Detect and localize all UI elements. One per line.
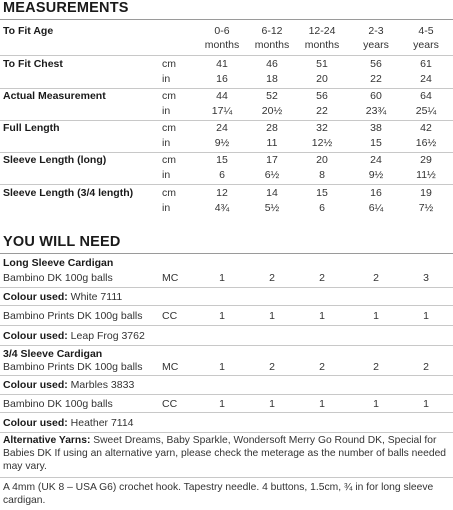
ball-count: 1 <box>373 398 379 410</box>
age-unit: months <box>304 39 340 51</box>
value-cm: 38 <box>370 122 382 134</box>
value-cm: 14 <box>266 187 278 199</box>
value-cm: 52 <box>266 90 278 102</box>
value-in: 11 <box>266 137 278 149</box>
ball-count: 1 <box>219 310 225 322</box>
value-in: 22 <box>370 73 382 85</box>
measurement-label: To Fit Chest <box>3 58 63 70</box>
divider <box>0 394 453 395</box>
value-cm: 29 <box>420 154 432 166</box>
value-in: 8 <box>319 169 325 181</box>
unit-in: in <box>162 202 171 214</box>
unit-cm: cm <box>162 90 176 102</box>
unit-in: in <box>162 137 171 149</box>
ball-count: 1 <box>319 398 325 410</box>
value-in: 9½ <box>368 169 384 181</box>
ball-count: 1 <box>423 310 429 322</box>
divider <box>0 325 453 326</box>
divider <box>0 432 453 433</box>
value-cm: 64 <box>420 90 432 102</box>
ball-count: 2 <box>269 272 275 284</box>
age-unit: years <box>413 39 439 51</box>
ball-count: 1 <box>219 398 225 410</box>
yarn-name: Bambino Prints DK 100g balls <box>3 361 143 373</box>
colour-used-value: Heather 7114 <box>70 417 134 429</box>
alternative-yarns-label: Alternative Yarns: <box>3 435 91 446</box>
divider <box>0 345 453 346</box>
age-range: 2-3 <box>368 25 384 37</box>
value-cm: 44 <box>216 90 228 102</box>
value-cm: 19 <box>420 187 432 199</box>
unit-cm: cm <box>162 187 176 199</box>
divider <box>0 477 453 478</box>
yarn-code: MC <box>162 272 179 284</box>
age-range: 6-12 <box>261 25 283 37</box>
ball-count: 1 <box>269 398 275 410</box>
ball-count: 1 <box>219 272 225 284</box>
value-cm: 46 <box>266 58 278 70</box>
value-cm: 51 <box>316 58 328 70</box>
ball-count: 2 <box>373 361 379 373</box>
colour-used-row <box>3 416 134 430</box>
ball-count: 2 <box>423 361 429 373</box>
value-in: 4¾ <box>214 202 230 214</box>
notions-note: A 4mm (UK 8 – USA G6) crochet hook. Tapestry needle. 4 buttons, 1.5cm, ¾ in for long sleeve cardigan. <box>3 482 434 506</box>
yarn-code: MC <box>162 361 179 373</box>
ball-count: 2 <box>319 361 325 373</box>
value-cm: 20 <box>316 154 328 166</box>
value-in: 25¼ <box>415 105 437 117</box>
ball-count: 1 <box>319 310 325 322</box>
value-in: 20½ <box>261 105 283 117</box>
value-cm: 42 <box>420 122 432 134</box>
divider <box>0 55 453 56</box>
age-label: To Fit Age <box>3 25 54 37</box>
ball-count: 1 <box>423 398 429 410</box>
measurement-label: Full Length <box>3 122 60 134</box>
divider <box>0 253 453 254</box>
yarn-name: Bambino DK 100g balls <box>3 272 113 284</box>
value-in: 17¼ <box>211 105 233 117</box>
value-cm: 24 <box>216 122 228 134</box>
value-cm: 24 <box>370 154 382 166</box>
value-in: 6 <box>319 202 325 214</box>
value-cm: 12 <box>216 187 228 199</box>
ball-count: 1 <box>219 361 225 373</box>
colour-used-row <box>3 378 134 392</box>
colour-used-value: White 7111 <box>70 291 123 303</box>
colour-used-row <box>3 329 145 343</box>
ball-count: 1 <box>373 310 379 322</box>
three-quarter-sleeve-title: 3/4 Sleeve Cardigan <box>3 348 103 360</box>
unit-cm: cm <box>162 58 176 70</box>
value-cm: 17 <box>266 154 278 166</box>
ball-count: 2 <box>269 361 275 373</box>
value-in: 5½ <box>264 202 280 214</box>
ball-count: 1 <box>269 310 275 322</box>
ball-count: 3 <box>423 272 429 284</box>
value-in: 16½ <box>415 137 437 149</box>
measurements-heading: MEASUREMENTS <box>3 0 129 16</box>
value-cm: 61 <box>420 58 432 70</box>
value-in: 23¾ <box>365 105 387 117</box>
divider <box>0 287 453 288</box>
value-in: 6¼ <box>368 202 384 214</box>
value-in: 11½ <box>416 169 436 181</box>
value-cm: 56 <box>370 58 382 70</box>
divider <box>0 375 453 376</box>
value-in: 12½ <box>311 137 333 149</box>
value-in: 6½ <box>264 169 280 181</box>
value-in: 7½ <box>418 202 434 214</box>
value-in: 20 <box>316 73 328 85</box>
age-unit: months <box>204 39 240 51</box>
value-in: 16 <box>216 73 228 85</box>
measurement-label: Actual Measurement <box>3 90 106 102</box>
value-in: 6 <box>219 169 225 181</box>
colour-used-label: Colour used: <box>3 330 68 342</box>
divider <box>0 184 453 185</box>
value-in: 15 <box>370 137 382 149</box>
value-cm: 60 <box>370 90 382 102</box>
value-cm: 41 <box>216 58 228 70</box>
age-unit: years <box>363 39 389 51</box>
alternative-yarns-text: Sweet Dreams, Baby Sparkle, Wondersoft Merry Go Round DK, Special for Babies DK If using an alternative yarn, please check the meterage as the number of balls needed may vary. <box>3 435 447 472</box>
alternative-yarns-note <box>3 434 451 473</box>
value-cm: 28 <box>266 122 278 134</box>
divider <box>0 19 453 20</box>
long-sleeve-title: Long Sleeve Cardigan <box>3 257 114 269</box>
value-cm: 32 <box>316 122 328 134</box>
yarn-code: CC <box>162 398 178 410</box>
age-unit: months <box>254 39 290 51</box>
measurement-label: Sleeve Length (long) <box>3 154 107 166</box>
age-range: 4-5 <box>418 25 434 37</box>
unit-in: in <box>162 105 171 117</box>
unit-in: in <box>162 169 171 181</box>
unit-cm: cm <box>162 122 176 134</box>
colour-used-row <box>3 290 122 304</box>
unit-in: in <box>162 73 171 85</box>
colour-used-value: Leap Frog 3762 <box>70 330 145 342</box>
ball-count: 2 <box>319 272 325 284</box>
value-in: 22 <box>316 105 328 117</box>
ball-count: 2 <box>373 272 379 284</box>
divider <box>0 412 453 413</box>
divider <box>0 305 453 306</box>
value-in: 24 <box>420 73 432 85</box>
age-range: 0-6 <box>214 25 230 37</box>
unit-cm: cm <box>162 154 176 166</box>
value-in: 9½ <box>214 137 230 149</box>
value-cm: 16 <box>370 187 382 199</box>
value-cm: 56 <box>316 90 328 102</box>
age-range: 12-24 <box>308 25 336 37</box>
yarn-code: CC <box>162 310 178 322</box>
colour-used-label: Colour used: <box>3 291 68 303</box>
colour-used-label: Colour used: <box>3 417 68 429</box>
value-in: 18 <box>266 73 278 85</box>
yarn-name: Bambino Prints DK 100g balls <box>3 310 143 322</box>
measurement-label: Sleeve Length (3/4 length) <box>3 187 134 199</box>
colour-used-value: Marbles 3833 <box>70 379 135 391</box>
yarn-name: Bambino DK 100g balls <box>3 398 113 410</box>
you-will-need-heading: YOU WILL NEED <box>3 234 121 250</box>
colour-used-label: Colour used: <box>3 379 68 391</box>
value-cm: 15 <box>216 154 228 166</box>
value-cm: 15 <box>316 187 328 199</box>
